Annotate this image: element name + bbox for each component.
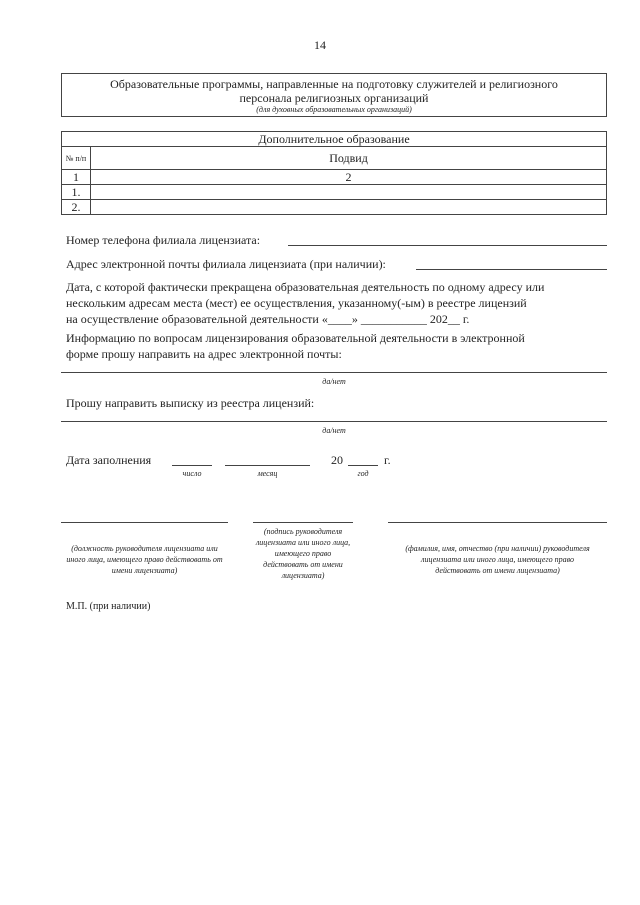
name-field[interactable] [388,522,607,523]
email-answer-field[interactable] [61,372,607,373]
programs-title-line1: Образовательные программы, направленные на подготовку служителей и религиозного [110,77,558,91]
extract-request-label: Прошу направить выписку из реестра лицензий: [66,396,315,410]
programs-title-line2: персонала религиозных организаций [239,91,429,105]
stop-date-line3: на осуществление образовательной деятельности «____» ___________ 202__ г. [66,312,470,326]
fill-date-label: Дата заполнения [66,453,152,467]
yes-no-caption-1: да/нет [322,377,346,386]
stamp-label: М.П. (при наличии) [66,601,151,612]
table-section-title: Дополнительное образование [62,132,607,147]
row-value[interactable] [91,200,607,215]
info-request-line2: форме прошу направить на адрес электронной почты: [66,347,342,361]
fill-month-field[interactable] [225,465,310,466]
name-caption: (фамилия, имя, отчество (при наличии) руководителя лицензиата или иного лица, имеющего право действовать от имени лицензиата) [405,544,590,575]
table-row [62,185,607,200]
row-num: 1. [62,185,91,200]
signature-field[interactable] [253,522,353,523]
position-field[interactable] [61,522,228,523]
page-number: 14 [314,38,326,52]
email-field[interactable] [416,269,607,270]
fill-year-field[interactable] [348,465,378,466]
row-num: 2. [62,200,91,215]
extract-answer-field[interactable] [61,421,607,422]
stop-date-paragraph [66,279,601,327]
table-row [62,170,607,185]
day-caption: число [182,469,202,478]
programs-table [61,131,607,215]
month-caption: месяц [257,469,278,478]
table-row [62,200,607,215]
row-num: 1 [62,170,91,185]
email-label: Адрес электронной почты филиала лицензиата (при наличии): [66,257,386,271]
col-num-header: № п/п [62,147,91,170]
row-value: 2 [91,170,607,185]
position-caption: (должность руководителя лицензиата или иного лица, имеющего право действовать от имени лицензиата) [66,544,223,575]
info-request-line1: Информацию по вопросам лицензирования образовательной деятельности в электронной [66,331,525,345]
fill-day-field[interactable] [172,465,212,466]
yes-no-caption-2: да/нет [322,426,346,435]
programs-note: (для духовных образовательных организаций) [256,105,412,114]
info-request-paragraph [66,330,601,362]
signature-caption: (подпись руководителя лицензиата или иного лица, имеющего право действовать от имени лицензиата) [255,527,351,580]
phone-label: Номер телефона филиала лицензиата: [66,233,261,247]
year-suffix: г. [384,453,391,467]
row-value[interactable] [91,185,607,200]
col-sub-header: Подвид [91,147,607,170]
phone-field[interactable] [288,245,607,246]
year-prefix: 20 [331,453,343,467]
programs-box [61,73,607,117]
stop-date-line2: нескольким адресам места (мест) ее осуществления, указанному(-ым) в реестре лицензий [66,296,527,310]
stop-date-line1: Дата, с которой фактически прекращена образовательная деятельность по одному адресу или [66,280,545,294]
year-caption: год [357,469,369,478]
